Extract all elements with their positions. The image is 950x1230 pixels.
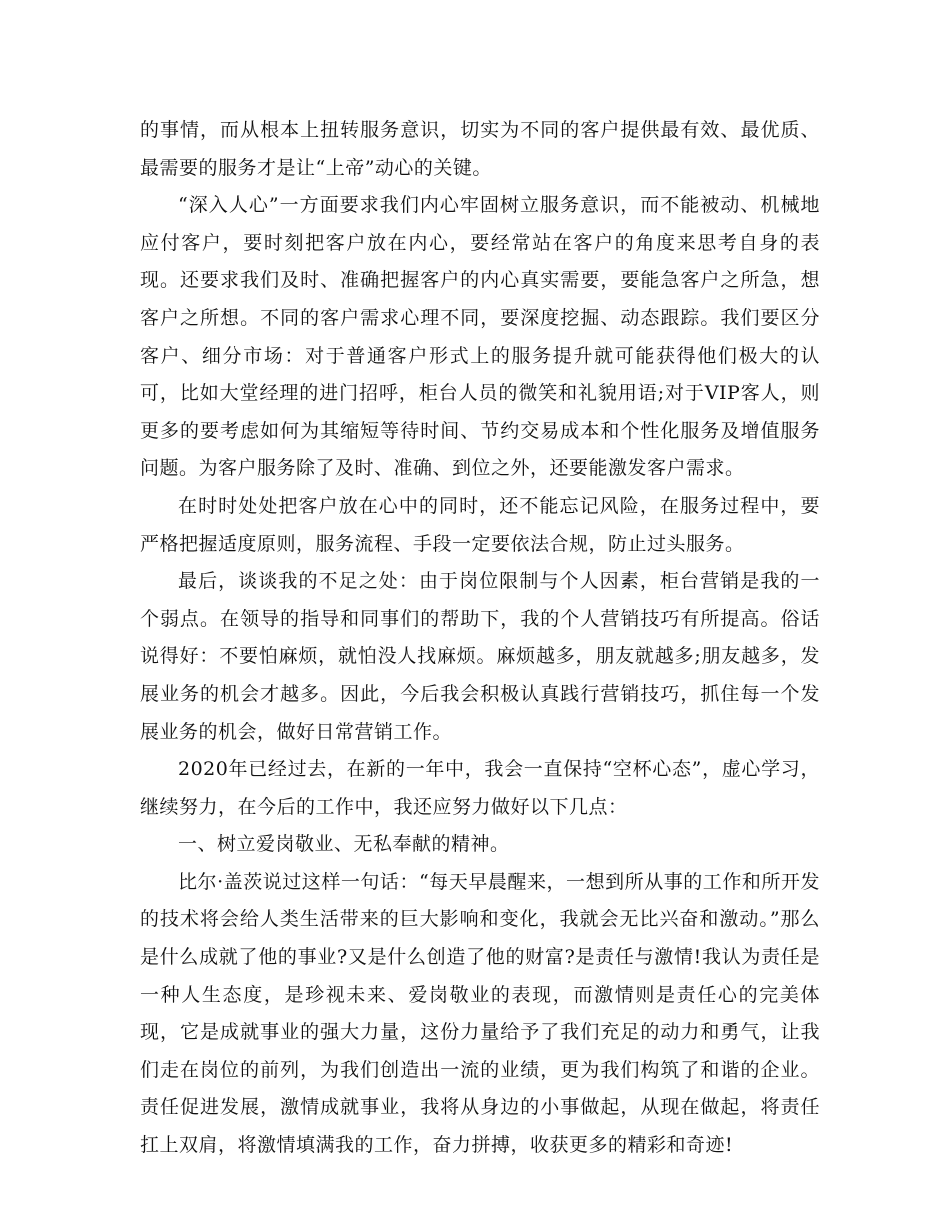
paragraph-continuation: 的事情，而从根本上扭转服务意识，切实为不同的客户提供最有效、最优质、最需要的服务才是让“上帝”动心的关键。 (140, 119, 820, 179)
paragraph-risk-control: 在时时处处把客户放在心中的同时，还不能忘记风险，在服务过程中，要严格把握适度原则，服务流程、手段一定要依法合规，防止过头服务。 (140, 494, 820, 555)
paragraph-shortcomings: 最后，谈谈我的不足之处：由于岗位限制与个人因素，柜台营销是我的一个弱点。在领导的指导和同事们的帮助下，我的个人营销技巧有所提高。俗话说得好：不要怕麻烦，就怕没人找麻烦。麻烦越多，朋友就越多;朋友越多，发展业务的机会才越多。因此，今后我会积极认真践行营销技巧，抓住每一个发展业务的机会，做好日常营销工作。 (140, 570, 820, 743)
paragraph-new-year-plan: 2020年已经过去，在新的一年中，我会一直保持“空杯心态”，虚心学习，继续努力，在今后的工作中，我还应努力做好以下几点： (140, 758, 820, 818)
paragraph-heading-point-one: 一、树立爱岗敬业、无私奉献的精神。 (178, 833, 510, 856)
paragraph-service-mindset: “深入人心”一方面要求我们内心牢固树立服务意识，而不能被动、机械地应付客户，要时刻把客户放在内心，要经常站在客户的角度来思考自身的表现。还要求我们及时、准确把握客户的内心真实需要，要能急客户之所急，想客户之所想。不同的客户需求心理不同，要深度挖掘、动态跟踪。我们要区分客户、细分市场：对于普通客户形式上的服务提升就可能获得他们极大的认可，比如大堂经理的进门招呼，柜台人员的微笑和礼貌用语;对于VIP客人，则更多的要考虑如何为其缩短等待时间、节约交易成本和个性化服务及增值服务问题。为客户服务除了及时、准确、到位之外，还要能激发客户需求。 (140, 194, 820, 480)
document-body (140, 112, 820, 1165)
paragraph-bill-gates-quote: 比尔·盖茨说过这样一句话：“每天早晨醒来，一想到所从事的工作和所开发的技术将会给人类生活带来的巨大影响和变化，我就会无比兴奋和激动。”那么是什么成就了他的事业?又是什么创造了他的财富?是责任与激情!我认为责任是一种人生态度，是珍视未来、爱岗敬业的表现，而激情则是责任心的完美体现，它是成就事业的强大力量，这份力量给予了我们充足的动力和勇气，让我们走在岗位的前列，为我们创造出一流的业绩，更为我们构筑了和谐的企业。责任促进发展，激情成就事业，我将从身边的小事做起，从现在做起，将责任扛上双肩，将激情填满我的工作，奋力拼搏，收获更多的精彩和奇迹! (140, 870, 820, 1157)
